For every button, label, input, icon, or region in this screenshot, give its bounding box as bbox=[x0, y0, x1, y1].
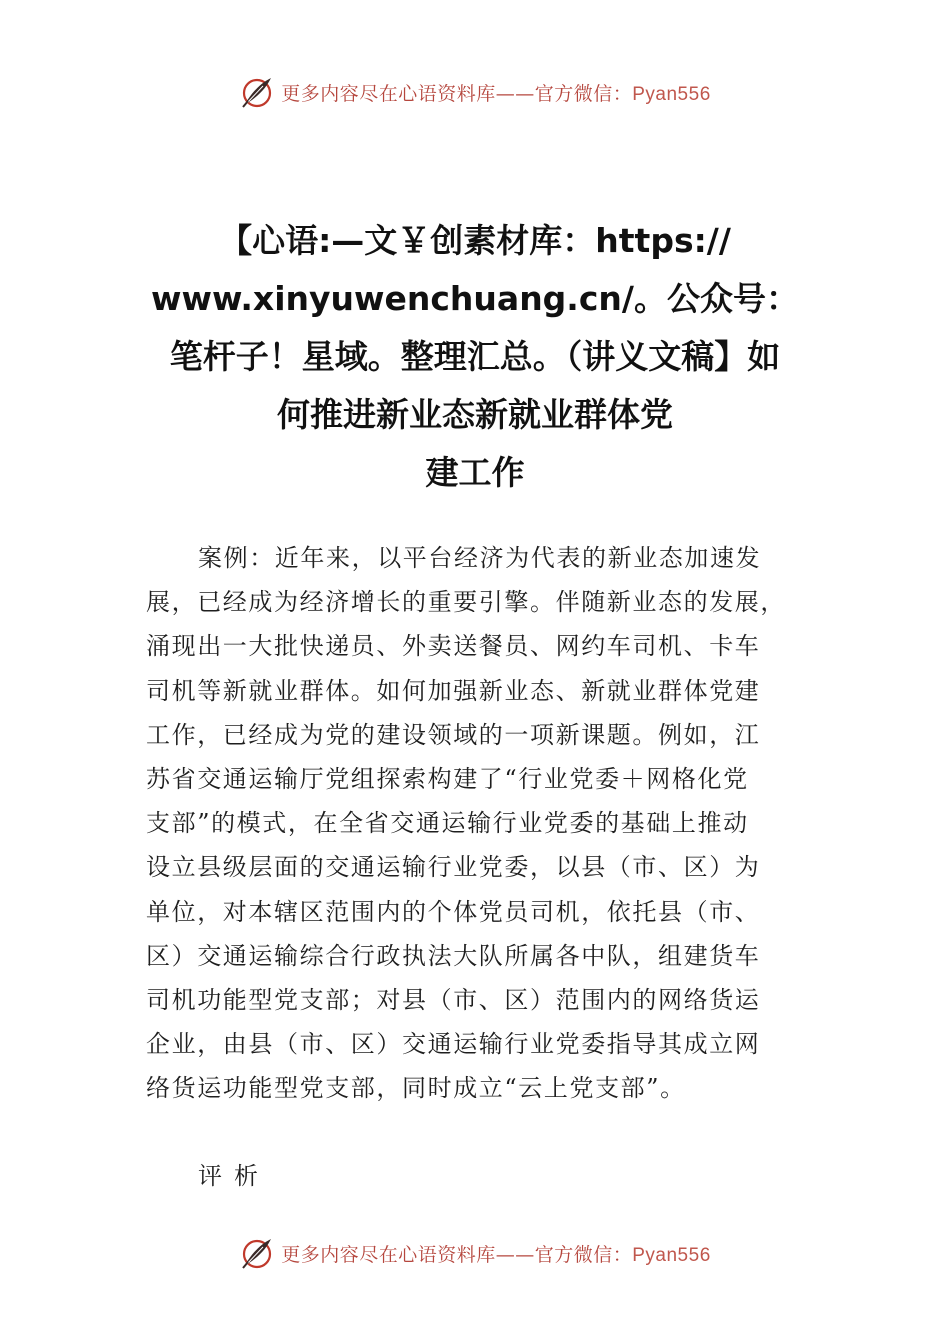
footer-banner bbox=[0, 1233, 950, 1273]
case-paragraph bbox=[146, 536, 808, 1111]
banner-dash: —— bbox=[495, 1243, 535, 1266]
paragraph-line: 司机等新就业群体。如何加强新业态、新就业群体党建 bbox=[146, 676, 761, 705]
paragraph-line: 苏省交通运输厅党组探索构建了“行业党委＋网格化党 bbox=[146, 765, 749, 794]
paragraph-line: 设立县级层面的交通运输行业党委，以县（市、区）为 bbox=[146, 853, 761, 882]
title-line: 何推进新业态新就业群体党 bbox=[277, 395, 673, 434]
banner-text bbox=[281, 1240, 711, 1267]
title-line: 笔杆子！星域。整理汇总。（讲义文稿】如 bbox=[169, 337, 781, 376]
banner-wechat-id: Pyan556 bbox=[632, 1244, 711, 1266]
paragraph-line: 单位，对本辖区范围内的个体党员司机，依托县（市、 bbox=[146, 897, 761, 926]
paragraph-line: 司机功能型党支部；对县（市、区）范围内的网络货运 bbox=[146, 986, 761, 1015]
paragraph-line: 支部”的模式，在全省交通运输行业党委的基础上推动 bbox=[146, 809, 749, 838]
banner-main-text: 更多内容尽在心语资料库 bbox=[281, 82, 496, 105]
header-banner bbox=[0, 72, 950, 112]
feather-quill-logo-icon bbox=[239, 1235, 275, 1271]
banner-main-text: 更多内容尽在心语资料库 bbox=[281, 1243, 496, 1266]
title-line: www.xinyuwenchuang.cn/。公众号： bbox=[151, 279, 799, 318]
paragraph-line: 涌现出一大批快递员、外卖送餐员、网约车司机、卡车 bbox=[146, 632, 761, 661]
banner-dash: —— bbox=[495, 82, 535, 105]
banner-text bbox=[281, 79, 711, 106]
banner-wechat-label: 官方微信： bbox=[534, 1243, 633, 1266]
document-title bbox=[130, 212, 820, 502]
feather-quill-logo-icon bbox=[239, 74, 275, 110]
paragraph-line: 展，已经成为经济增长的重要引擎。伴随新业态的发展， bbox=[146, 588, 786, 617]
title-line: 【心语:—文￥创素材库：https:// bbox=[219, 221, 731, 260]
banner-wechat-label: 官方微信： bbox=[534, 82, 633, 105]
paragraph-line: 案例：近年来，以平台经济为代表的新业态加速发 bbox=[198, 544, 762, 572]
title-line: 建工作 bbox=[425, 453, 525, 492]
paragraph-line: 企业，由县（市、区）交通运输行业党委指导其成立网 bbox=[146, 1030, 761, 1059]
banner-wechat-id: Pyan556 bbox=[632, 83, 711, 105]
paragraph-line: 工作，已经成为党的建设领域的一项新课题。例如，江 bbox=[146, 720, 761, 749]
section-heading-analysis: 评析 bbox=[198, 1162, 270, 1190]
paragraph-line: 络货运功能型党支部，同时成立“云上党支部”。 bbox=[146, 1074, 686, 1103]
paragraph-line: 区）交通运输综合行政执法大队所属各中队，组建货车 bbox=[146, 941, 761, 970]
